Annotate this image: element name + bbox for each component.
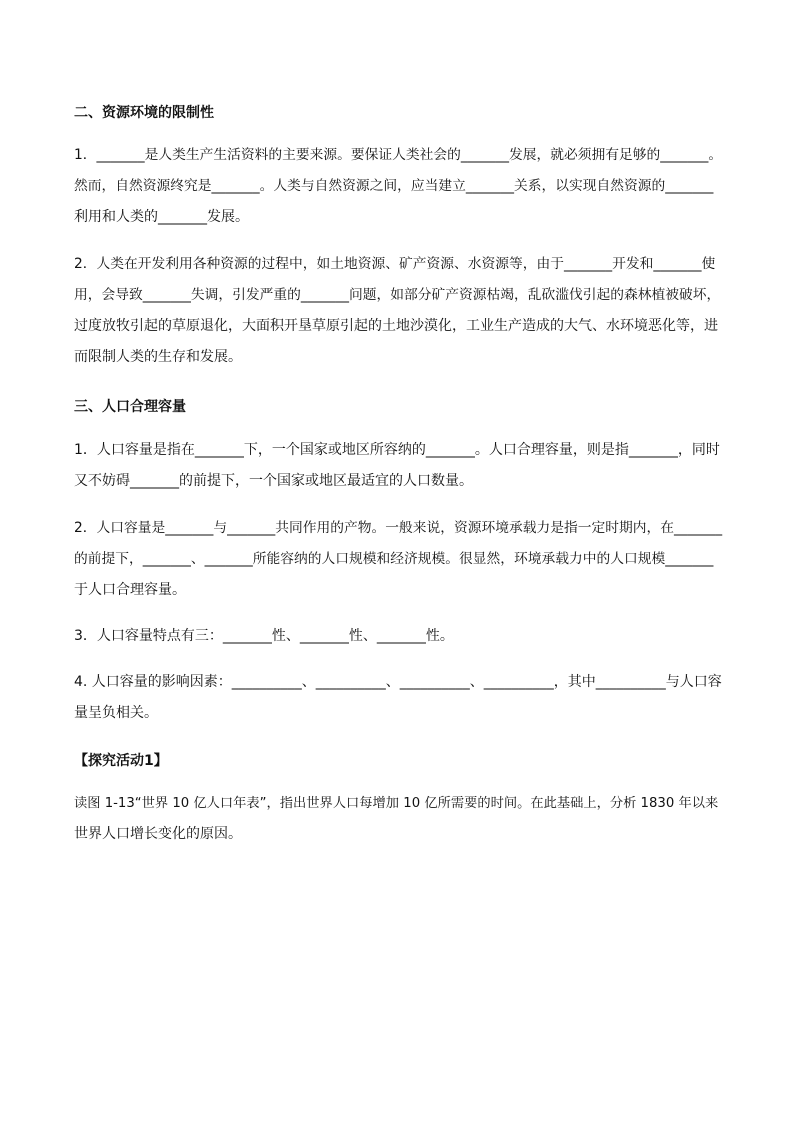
text-line: 2．人口容量是_______与_______共同作用的产物。一般来说，资源环境承载力是指一定时期内，在_______: [74, 520, 723, 536]
paragraph-resource-q1: [74, 140, 724, 233]
text-line: 而限制人类的生存和发展。: [74, 349, 242, 365]
activity-heading: 【探究活动1】: [74, 753, 168, 769]
text-line: 2．人类在开发利用各种资源的过程中，如土地资源、矿产资源、水资源等，由于_______开发和_______使: [74, 256, 716, 272]
text-line: 1．_______是人类生产生活资料的主要来源。要保证人类社会的_______发展，就必须拥有足够的_______。: [74, 147, 723, 163]
paragraph-population-q2: [74, 513, 724, 606]
text-line: 3．人口容量特点有三：_______性、_______性、_______性。: [74, 628, 454, 644]
text-line: 量呈负相关。: [74, 705, 158, 721]
text-line: 读图 1-13“世界 10 亿人口年表”，指出世界人口每增加 10 亿所需要的时间。在此基础上，分析 1830 年以来: [74, 796, 719, 811]
text-line: 于人口合理容量。: [74, 582, 186, 598]
text-line: 过度放牧引起的草原退化，大面积开垦草原引起的土地沙漠化，工业生产造成的大气、水环境恶化等，进: [74, 318, 718, 334]
paragraph-activity: [74, 788, 724, 850]
paragraph-population-q3: [74, 621, 724, 652]
text-line: 利用和人类的_______发展。: [74, 209, 249, 225]
paragraph-population-q4: [74, 667, 724, 729]
paragraph-population-q1: [74, 435, 724, 497]
text-line: 用，会导致_______失调，引发严重的_______问题，如部分矿产资源枯竭，乱砍滥伐引起的森林植被破坏，: [74, 287, 721, 303]
text-line: 又不妨碍_______的前提下，一个国家或地区最适宜的人口数量。: [74, 473, 473, 489]
text-line: 世界人口增长变化的原因。: [74, 826, 242, 842]
text-line: 1．人口容量是指在_______下，一个国家或地区所容纳的_______。人口合理容量，则是指_______，同时: [74, 442, 720, 458]
section-heading-resource-limits: 二、资源环境的限制性: [74, 105, 214, 121]
paragraph-resource-q2: [74, 249, 724, 373]
text-line: 然而，自然资源终究是_______。人类与自然资源之间，应当建立_______关系，以实现自然资源的_______: [74, 178, 714, 194]
text-line: 4. 人口容量的影响因素：__________、__________、__________、__________，其中__________与人口容: [74, 674, 722, 690]
text-line: 的前提下，_______、_______所能容纳的人口规模和经济规模。很显然，环境承载力中的人口规模_______: [74, 551, 714, 567]
section-heading-population-capacity: 三、人口合理容量: [74, 399, 186, 415]
